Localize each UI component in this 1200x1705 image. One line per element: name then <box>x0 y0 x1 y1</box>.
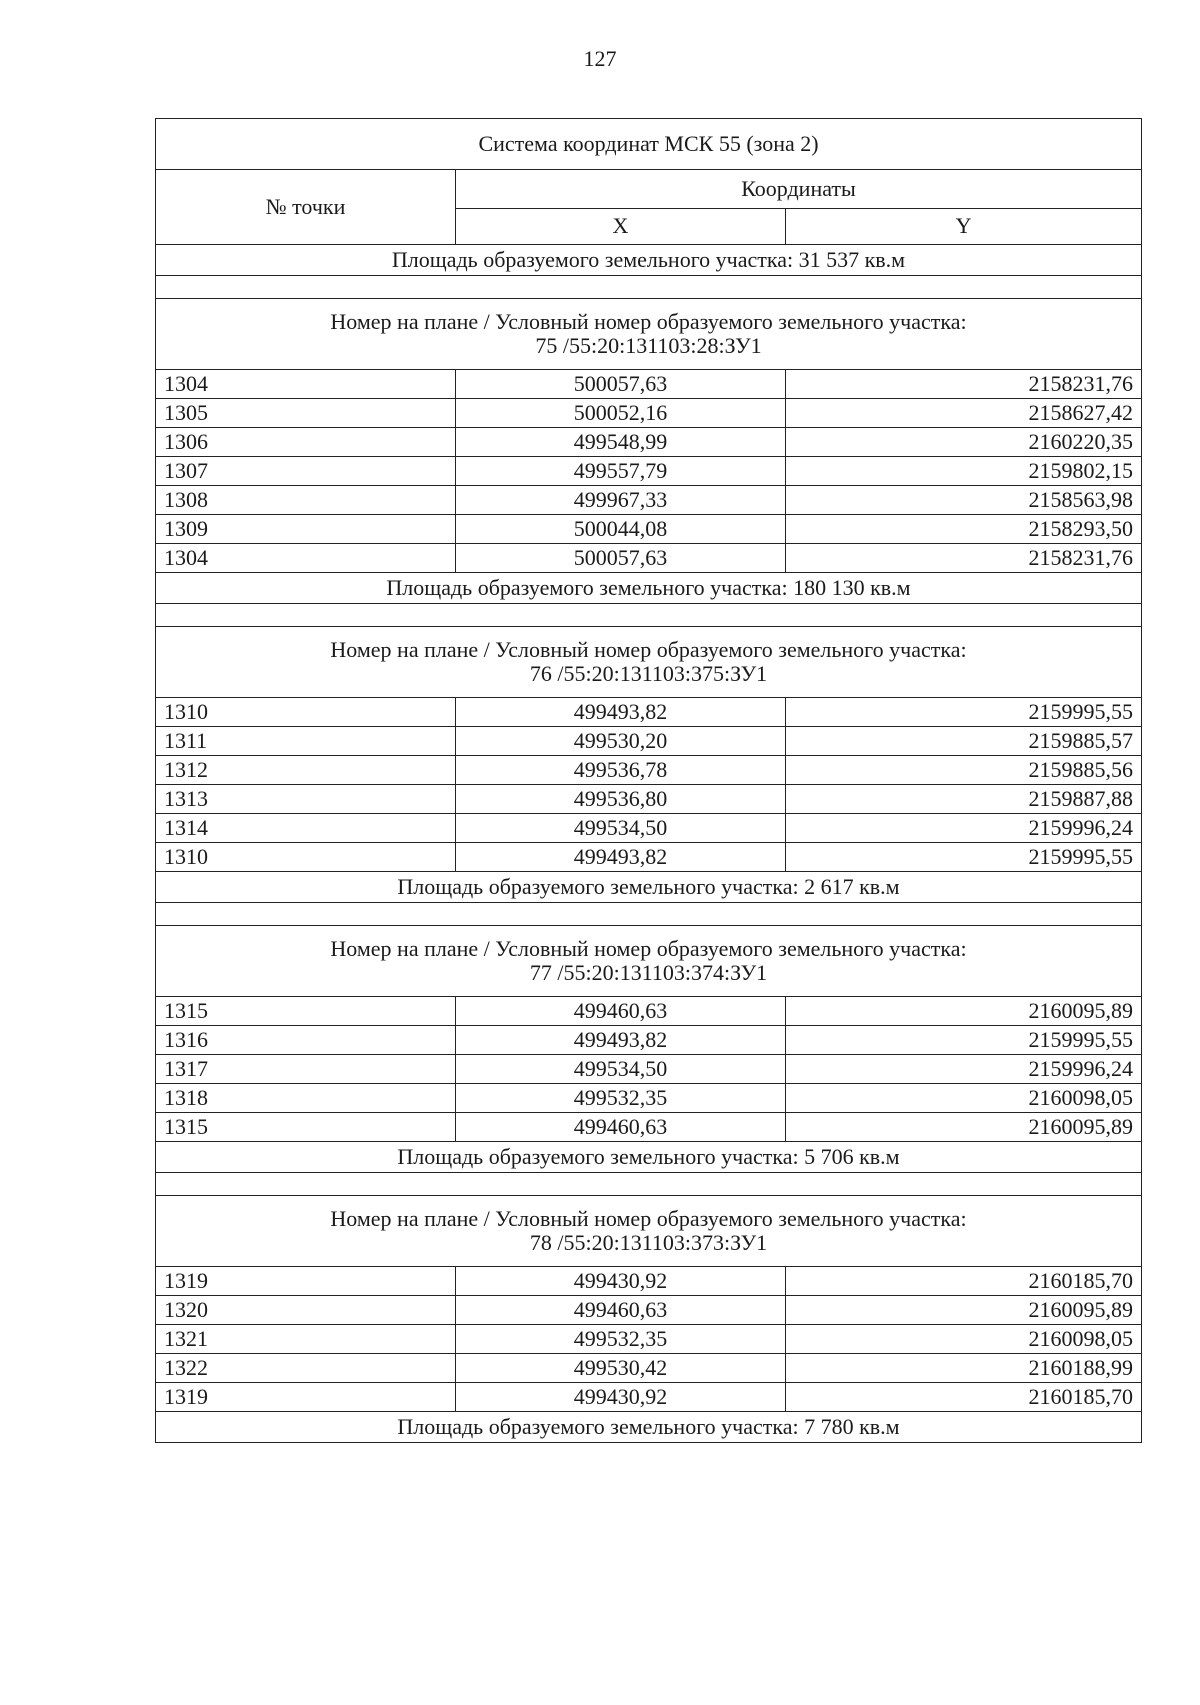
plot-label: Номер на плане / Условный номер образуемого земельного участка: <box>330 936 967 961</box>
y-coordinate-cell: 2158231,76 <box>786 544 1142 573</box>
plot-label: Номер на плане / Условный номер образуемого земельного участка: <box>330 1206 967 1231</box>
point-number-cell: 1319 <box>156 1267 456 1296</box>
area-row <box>156 1142 1142 1173</box>
plot-header-row <box>156 926 1142 997</box>
area-text: Площадь образуемого земельного участка: 180 130 кв.м <box>156 573 1142 604</box>
point-number-cell: 1316 <box>156 1026 456 1055</box>
table-row <box>156 370 1142 399</box>
spacer-cell <box>156 903 1142 926</box>
point-number-header: № точки <box>156 170 456 245</box>
point-number-cell: 1314 <box>156 814 456 843</box>
table-row <box>156 515 1142 544</box>
coordinates-table-body <box>156 119 1142 1443</box>
y-coordinate-cell: 2159996,24 <box>786 814 1142 843</box>
table-row <box>156 814 1142 843</box>
spacer-row <box>156 1173 1142 1196</box>
point-number-cell: 1322 <box>156 1354 456 1383</box>
area-text: Площадь образуемого земельного участка: 2 617 кв.м <box>156 872 1142 903</box>
y-coordinate-cell: 2160185,70 <box>786 1267 1142 1296</box>
table-row <box>156 756 1142 785</box>
y-coordinate-cell: 2160095,89 <box>786 997 1142 1026</box>
table-row <box>156 1055 1142 1084</box>
x-coordinate-cell: 499493,82 <box>456 698 786 727</box>
table-row <box>156 997 1142 1026</box>
table-row <box>156 1383 1142 1412</box>
system-title: Система координат МСК 55 (зона 2) <box>156 119 1142 170</box>
table-row <box>156 1296 1142 1325</box>
plot-number: 75 /55:20:131103:28:ЗУ1 <box>535 333 762 358</box>
x-coordinate-cell: 499536,80 <box>456 785 786 814</box>
table-row <box>156 698 1142 727</box>
point-number-cell: 1311 <box>156 727 456 756</box>
table-row <box>156 843 1142 872</box>
area-row <box>156 573 1142 604</box>
point-number-cell: 1307 <box>156 457 456 486</box>
point-number-cell: 1308 <box>156 486 456 515</box>
system-title-row <box>156 119 1142 170</box>
spacer-cell <box>156 276 1142 299</box>
table-row <box>156 1026 1142 1055</box>
y-coordinate-cell: 2159996,24 <box>786 1055 1142 1084</box>
x-coordinate-cell: 499536,78 <box>456 756 786 785</box>
plot-number: 77 /55:20:131103:374:ЗУ1 <box>529 960 768 985</box>
point-number-cell: 1315 <box>156 1113 456 1142</box>
area-row <box>156 245 1142 276</box>
point-number-cell: 1310 <box>156 698 456 727</box>
y-coordinate-cell: 2158563,98 <box>786 486 1142 515</box>
y-coordinate-cell: 2158293,50 <box>786 515 1142 544</box>
point-number-cell: 1313 <box>156 785 456 814</box>
area-row <box>156 872 1142 903</box>
x-coordinate-cell: 499460,63 <box>456 1296 786 1325</box>
y-coordinate-cell: 2159885,57 <box>786 727 1142 756</box>
point-number-cell: 1304 <box>156 370 456 399</box>
x-coordinate-cell: 499493,82 <box>456 1026 786 1055</box>
coordinates-header: Координаты <box>456 170 1142 209</box>
table-row <box>156 1113 1142 1142</box>
y-coordinate-cell: 2160185,70 <box>786 1383 1142 1412</box>
x-coordinate-cell: 499967,33 <box>456 486 786 515</box>
table-row <box>156 1354 1142 1383</box>
y-coordinate-cell: 2160095,89 <box>786 1296 1142 1325</box>
area-row <box>156 1412 1142 1443</box>
spacer-cell <box>156 604 1142 627</box>
y-coordinate-cell: 2160220,35 <box>786 428 1142 457</box>
table-row <box>156 399 1142 428</box>
coordinates-table <box>155 118 1142 1443</box>
x-coordinate-cell: 499493,82 <box>456 843 786 872</box>
x-coordinate-cell: 499460,63 <box>456 1113 786 1142</box>
table-row <box>156 428 1142 457</box>
y-coordinate-cell: 2160188,99 <box>786 1354 1142 1383</box>
plot-header-row <box>156 299 1142 370</box>
x-coordinate-cell: 499530,20 <box>456 727 786 756</box>
y-header: Y <box>786 208 1142 244</box>
point-number-cell: 1304 <box>156 544 456 573</box>
x-coordinate-cell: 499430,92 <box>456 1267 786 1296</box>
area-text: Площадь образуемого земельного участка: 5 706 кв.м <box>156 1142 1142 1173</box>
point-number-cell: 1312 <box>156 756 456 785</box>
plot-header <box>156 1196 1142 1267</box>
y-coordinate-cell: 2159885,56 <box>786 756 1142 785</box>
x-coordinate-cell: 499557,79 <box>456 457 786 486</box>
point-number-cell: 1320 <box>156 1296 456 1325</box>
plot-header-row <box>156 627 1142 698</box>
y-coordinate-cell: 2159802,15 <box>786 457 1142 486</box>
x-coordinate-cell: 499430,92 <box>456 1383 786 1412</box>
y-coordinate-cell: 2159887,88 <box>786 785 1142 814</box>
spacer-row <box>156 903 1142 926</box>
plot-header-row <box>156 1196 1142 1267</box>
table-row <box>156 1084 1142 1113</box>
table-row <box>156 1267 1142 1296</box>
area-text: Площадь образуемого земельного участка: 7 780 кв.м <box>156 1412 1142 1443</box>
plot-header <box>156 627 1142 698</box>
y-coordinate-cell: 2160095,89 <box>786 1113 1142 1142</box>
point-number-cell: 1306 <box>156 428 456 457</box>
point-number-cell: 1319 <box>156 1383 456 1412</box>
point-number-cell: 1309 <box>156 515 456 544</box>
table-row <box>156 1325 1142 1354</box>
table-row <box>156 785 1142 814</box>
x-coordinate-cell: 499532,35 <box>456 1084 786 1113</box>
x-coordinate-cell: 499530,42 <box>456 1354 786 1383</box>
spacer-row <box>156 604 1142 627</box>
point-number-cell: 1321 <box>156 1325 456 1354</box>
x-coordinate-cell: 499460,63 <box>456 997 786 1026</box>
x-coordinate-cell: 500052,16 <box>456 399 786 428</box>
page-number: 127 <box>583 46 617 71</box>
x-coordinate-cell: 499548,99 <box>456 428 786 457</box>
table-row <box>156 544 1142 573</box>
point-number-cell: 1315 <box>156 997 456 1026</box>
plot-header <box>156 926 1142 997</box>
spacer-row <box>156 276 1142 299</box>
x-coordinate-cell: 500044,08 <box>456 515 786 544</box>
plot-number: 76 /55:20:131103:375:ЗУ1 <box>529 661 768 686</box>
header-row <box>156 170 1142 209</box>
x-coordinate-cell: 499532,35 <box>456 1325 786 1354</box>
plot-label: Номер на плане / Условный номер образуемого земельного участка: <box>330 637 967 662</box>
table-row <box>156 457 1142 486</box>
point-number-cell: 1305 <box>156 399 456 428</box>
x-header: X <box>456 208 786 244</box>
y-coordinate-cell: 2159995,55 <box>786 1026 1142 1055</box>
x-coordinate-cell: 500057,63 <box>456 544 786 573</box>
y-coordinate-cell: 2158231,76 <box>786 370 1142 399</box>
plot-label: Номер на плане / Условный номер образуемого земельного участка: <box>330 309 967 334</box>
y-coordinate-cell: 2159995,55 <box>786 843 1142 872</box>
table-row <box>156 727 1142 756</box>
point-number-cell: 1317 <box>156 1055 456 1084</box>
x-coordinate-cell: 500057,63 <box>456 370 786 399</box>
y-coordinate-cell: 2159995,55 <box>786 698 1142 727</box>
y-coordinate-cell: 2160098,05 <box>786 1084 1142 1113</box>
y-coordinate-cell: 2160098,05 <box>786 1325 1142 1354</box>
spacer-cell <box>156 1173 1142 1196</box>
x-coordinate-cell: 499534,50 <box>456 1055 786 1084</box>
area-text: Площадь образуемого земельного участка: 31 537 кв.м <box>156 245 1142 276</box>
table-row <box>156 486 1142 515</box>
point-number-cell: 1318 <box>156 1084 456 1113</box>
point-number-cell: 1310 <box>156 843 456 872</box>
plot-header <box>156 299 1142 370</box>
plot-number: 78 /55:20:131103:373:ЗУ1 <box>529 1230 768 1255</box>
y-coordinate-cell: 2158627,42 <box>786 399 1142 428</box>
x-coordinate-cell: 499534,50 <box>456 814 786 843</box>
